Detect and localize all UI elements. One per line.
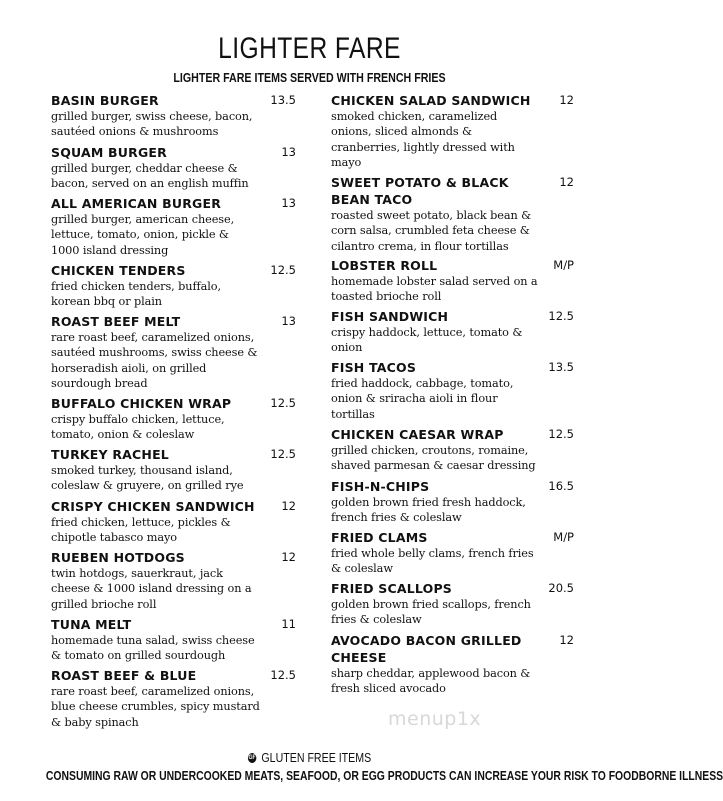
description-line: toasted brioche roll [331, 290, 442, 304]
menu-item-name: CRISPY CHICKEN SANDWICH [51, 499, 255, 514]
menu-item-price: 11 [281, 617, 296, 631]
description-line: blue cheese crumbles, spicy mustard [51, 700, 260, 714]
menu-subtitle: LIGHTER FARE ITEMS SERVED WITH FRENCH FRIES [173, 70, 446, 85]
menu-item-price: 13 [281, 196, 296, 210]
menu-item-description [51, 279, 298, 310]
menu-item-name: CHICKEN CAESAR WRAP [331, 427, 504, 442]
menu-item-price: 16.5 [548, 479, 574, 493]
menu-item-header [331, 529, 576, 546]
menu-item-price: M/P [553, 530, 574, 544]
menu-item-description [51, 463, 298, 494]
description-line: cranberries, lightly dressed with [331, 140, 515, 154]
menu-item-header [51, 498, 298, 515]
gluten-free-label: GLUTEN FREE ITEMS [261, 751, 372, 765]
menu-item-header [51, 144, 298, 161]
watermark-logo: menup1x [388, 708, 482, 730]
menu-item-price: 12.5 [270, 396, 296, 410]
menu-item-description [331, 546, 576, 577]
description-line: korean bbq or plain [51, 295, 162, 309]
menu-item [331, 257, 576, 305]
menu-item-description [331, 495, 576, 526]
menu-item-price: 12 [281, 499, 296, 513]
menu-item-name: TURKEY RACHEL [51, 447, 169, 462]
menu-item-name: BUFFALO CHICKEN WRAP [51, 396, 232, 411]
consumption-warning: CONSUMING RAW OR UNDERCOOKED MEATS, SEAFOOD, OR EGG PRODUCTS CAN INCREASE YOUR RISK TO FOODBORNE ILLNESS [45, 768, 723, 783]
menu-item-price: 12 [559, 93, 574, 107]
menu-item-name: SWEET POTATO & BLACK BEAN TACO [331, 175, 509, 207]
description-line: fried whole belly clams, french fries [331, 547, 534, 560]
description-line: tomato, onion & coleslaw [51, 428, 195, 442]
menu-item-header [51, 667, 298, 684]
menu-item [331, 92, 576, 170]
description-line: smoked turkey, thousand island, [51, 464, 233, 477]
menu-item [51, 92, 298, 140]
description-line: golden brown fried fresh haddock, [331, 496, 526, 509]
menu-item-description [51, 212, 298, 258]
description-line: fresh sliced avocado [331, 682, 446, 696]
menu-item-name: ROAST BEEF & BLUE [51, 668, 197, 683]
menu-item-header [51, 616, 298, 633]
description-line: sourdough bread [51, 376, 148, 390]
menu-item-name: FISH TACOS [331, 360, 417, 375]
menu-item [51, 262, 298, 310]
menu-item [331, 478, 576, 526]
gluten-free-legend [46, 751, 572, 765]
description-line: onions, sliced almonds & [331, 125, 473, 139]
menu-item-header [331, 174, 576, 208]
description-line: cheese & 1000 island dressing on a [51, 582, 252, 596]
menu-item-name: FRIED SCALLOPS [331, 581, 453, 596]
menu-item-header [331, 426, 576, 443]
menu-item-header [51, 262, 298, 279]
description-line: homemade tuna salad, swiss cheese [51, 634, 255, 647]
menu-item-header [51, 446, 298, 463]
menu-item-name: RUEBEN HOTDOGS [51, 550, 185, 565]
menu-item [51, 195, 298, 258]
menu-item-price: 13.5 [270, 93, 296, 107]
menu-item-description [331, 325, 576, 356]
menu-item [331, 632, 576, 697]
menu-title: LIGHTER FARE [218, 32, 401, 65]
menu-item-description [51, 684, 298, 730]
menu-item-price: 20.5 [548, 581, 574, 595]
description-line: grilled burger, cheddar cheese & [51, 162, 238, 175]
description-line: twin hotdogs, sauerkraut, jack [51, 567, 223, 580]
menu-item-description [331, 208, 576, 254]
menu-item-description [331, 376, 576, 422]
menu-item-name: FISH SANDWICH [331, 309, 449, 324]
description-line: & coleslaw [331, 562, 393, 576]
menu-item-description [51, 515, 298, 546]
menu-item-name: FRIED CLAMS [331, 530, 428, 545]
description-line: horseradish aioli, on grilled [51, 361, 207, 375]
gluten-free-icon: GF [248, 755, 256, 761]
description-line: tortillas [331, 407, 375, 421]
menu-item-price: 12.5 [548, 309, 574, 323]
description-line: fries & coleslaw [331, 613, 422, 627]
menu-item-name: SQUAM BURGER [51, 145, 167, 160]
menu-item-header [331, 580, 576, 597]
description-line: & baby spinach [51, 715, 139, 729]
description-line: french fries & coleslaw [331, 511, 462, 525]
menu-item-description [331, 109, 576, 170]
menu-item-description [331, 274, 576, 305]
menu-item [331, 426, 576, 474]
menu-item-price: 12 [559, 633, 574, 647]
description-line: roasted sweet potato, black bean & [331, 209, 532, 222]
description-line: smoked chicken, caramelized [331, 110, 498, 123]
description-line: fried haddock, cabbage, tomato, [331, 377, 514, 390]
description-line: grilled chicken, croutons, romaine, [331, 444, 529, 457]
description-line: mayo [331, 155, 362, 169]
menu-item-price: 12.5 [270, 263, 296, 277]
description-line: fried chicken, lettuce, pickles & [51, 516, 231, 529]
menu-item-description [51, 633, 298, 664]
description-line: sautéed mushrooms, swiss cheese & [51, 346, 258, 360]
menu-item-header [51, 313, 298, 330]
description-line: crispy haddock, lettuce, tomato & [331, 326, 523, 339]
description-line: bacon, served on an english muffin [51, 177, 249, 191]
description-line: fried chicken tenders, buffalo, [51, 280, 221, 293]
menu-item-price: 12.5 [548, 427, 574, 441]
menu-item-header [51, 395, 298, 412]
menu-item-name: CHICKEN SALAD SANDWICH [331, 93, 531, 108]
description-line: grilled brioche roll [51, 597, 157, 611]
menu-item-header [331, 478, 576, 495]
description-line: shaved parmesan & caesar dressing [331, 459, 536, 473]
menu-item-header [331, 257, 576, 274]
menu-item-header [331, 359, 576, 376]
menu-item [51, 313, 298, 391]
description-line: crispy buffalo chicken, lettuce, [51, 413, 225, 426]
menu-item-price: 12.5 [270, 668, 296, 682]
menu-item [331, 174, 576, 254]
menu-item-description [331, 666, 576, 697]
description-line: onion & sriracha aioli in flour [331, 392, 498, 406]
menu-item-header [51, 195, 298, 212]
menu-item-header [331, 632, 576, 666]
menu-item-description [331, 443, 576, 474]
description-line: sautéed onions & mushrooms [51, 125, 219, 139]
description-line: grilled burger, american cheese, [51, 213, 235, 226]
menu-item-header [51, 92, 298, 109]
menu-item [51, 616, 298, 664]
menu-item-price: 12 [559, 175, 574, 189]
menu-item-name: CHICKEN TENDERS [51, 263, 186, 278]
menu-item-description [51, 330, 298, 391]
menu-item [51, 667, 298, 730]
menu-item-name: FISH-N-CHIPS [331, 479, 430, 494]
description-line: cilantro crema, in flour tortillas [331, 239, 509, 253]
menu-item-price: 12.5 [270, 447, 296, 461]
description-line: chipotle tabasco mayo [51, 531, 177, 545]
menu-item-description [51, 566, 298, 612]
menu-item-price: 12 [281, 550, 296, 564]
menu-item-description [331, 597, 576, 628]
menu-item [331, 529, 576, 577]
menu-item-price: 13.5 [548, 360, 574, 374]
menu-item-name: BASIN BURGER [51, 93, 159, 108]
menu-item-price: 13 [281, 145, 296, 159]
menu-item-description [51, 109, 298, 140]
menu-item-price: 13 [281, 314, 296, 328]
menu-item [51, 549, 298, 612]
menu-item-header [331, 308, 576, 325]
description-line: homemade lobster salad served on a [331, 275, 538, 288]
menu-item [51, 498, 298, 546]
menu-item-name: AVOCADO BACON GRILLED CHEESE [331, 633, 522, 665]
description-line: grilled burger, swiss cheese, bacon, [51, 110, 253, 123]
menu-item [331, 308, 576, 356]
description-line: lettuce, tomato, onion, pickle & [51, 228, 229, 242]
menu-item-name: LOBSTER ROLL [331, 258, 438, 273]
menu-item-header [51, 549, 298, 566]
menu-item [331, 580, 576, 628]
menu-item [51, 144, 298, 192]
description-line: 1000 island dressing [51, 243, 169, 257]
description-line: rare roast beef, caramelized onions, [51, 685, 255, 698]
menu-item-name: ROAST BEEF MELT [51, 314, 181, 329]
menu-item [51, 446, 298, 494]
description-line: coleslaw & gruyere, on grilled rye [51, 479, 244, 493]
description-line: rare roast beef, caramelized onions, [51, 331, 255, 344]
description-line: golden brown fried scallops, french [331, 598, 531, 611]
menu-item [51, 395, 298, 443]
description-line: & tomato on grilled sourdough [51, 649, 226, 663]
menu-item-description [51, 412, 298, 443]
menu-item-description [51, 161, 298, 192]
description-line: sharp cheddar, applewood bacon & [331, 667, 531, 680]
menu-item-name: TUNA MELT [51, 617, 132, 632]
menu-item-name: ALL AMERICAN BURGER [51, 196, 222, 211]
description-line: corn salsa, crumbled feta cheese & [331, 224, 530, 238]
menu-item-header [331, 92, 576, 109]
menu-item [331, 359, 576, 422]
menu-item-price: M/P [553, 258, 574, 272]
description-line: onion [331, 341, 363, 355]
